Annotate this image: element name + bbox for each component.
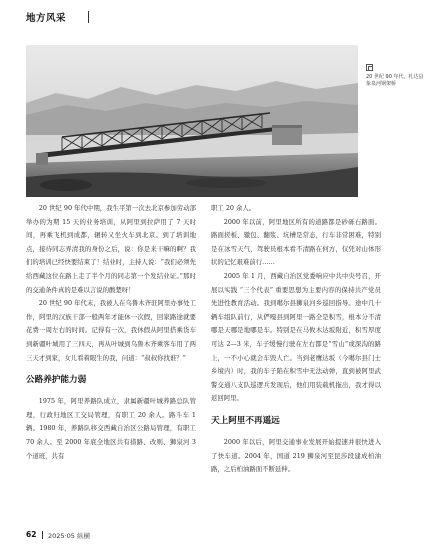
caption-text: 20 世纪 90 年代，札达县象泉河钢架桥 bbox=[366, 74, 424, 87]
page-number: 62 bbox=[26, 530, 37, 539]
right-column bbox=[211, 202, 381, 477]
header-divider bbox=[88, 11, 89, 23]
section-heading: 天上阿里不再遥远 bbox=[211, 415, 280, 426]
paragraph: 1975 年，阿里养路队成立，隶属新疆叶城养路总队管理，行政归地区工交局管理，有职工 20 余人。路斗车 1 辆。1980 年，养路队移交西藏自治区公路局管理，有职工 70 余人。至 2000 年底全地区共有措路、改则、狮泉河 3 个道班，共有 bbox=[26, 397, 196, 460]
paragraph: 20 世纪 90 年代末，我被人在乌鲁木齐驻阿里办事处工作，阿里的汉族干部一般两年才能休一次假，回家路途就要花费一周左右的时间。记得有一次，我休假从阿里搭乘货车到新疆叶城用了三四天，再从叶城到乌鲁木齐乘客车用了两三天才到家，女儿看着眼生的我，问道：“叔叔你找谁？” bbox=[26, 299, 196, 362]
photo-caption bbox=[366, 64, 424, 88]
paragraph: 2000 年以后，阿里交通事业发展开始提速并很快进入了快车道。2004 年，国道 219 狮泉河至昆莎段建成柏油路，之后柏油路面不断延伸。 bbox=[211, 437, 381, 474]
section-heading: 公路养护能力弱 bbox=[26, 375, 87, 386]
section-tag: 地方风采 bbox=[26, 13, 67, 24]
page-footer bbox=[26, 530, 406, 544]
left-column bbox=[26, 202, 196, 463]
page-header bbox=[26, 8, 416, 28]
bridge-photo bbox=[26, 45, 358, 197]
paragraph: 20 世纪 90 年代中期，我生平第一次去北京参加劳动部举办的为期 15 天的业务培训，从阿里到拉萨用了 7 天时间，再乘飞机到成都，辗转又坐火车到北京。到了培训地点，接待同志弄清我的身份之后，说：你是来干嘛的啊？我们的培训已经快要结束了！结业时，主持人说：“我们必须先给西藏这位在路上走了半个月的同志第一个发结业证。”那时的交通条件真的是难以言说的酸楚呀！ bbox=[26, 204, 196, 294]
paragraph: 职工 20 余人。 bbox=[211, 204, 256, 212]
paragraph: 2000 年以前，阿里地区所有的道路都是砂砾石路面。路面搓板、辙包、翻浆、坑槽是常态，行车非常困难，特别是在冰雪天气，驾驶员根本看不清路在何方，仅凭对山体形状的记忆艰难前行…… bbox=[211, 217, 381, 267]
image-caption-icon bbox=[366, 64, 373, 71]
issue-label: 2025·05 纵横 bbox=[48, 531, 90, 540]
bridge-photo-drawing bbox=[26, 45, 358, 197]
footer-divider bbox=[42, 531, 43, 539]
paragraph: 2005 年 1 月，西藏自治区党委响应中共中央号召，开展以实践 “三个代表” 重要思想为主要内容的保持共产党员先进性教育活动。我到噶尔县狮泉河乡巡回指导。途中几十辆车组队前行，从俨嘎县到阿里一路全是积雪，根本分不清哪是天哪是地哪是车。特别是在马攸木达坂附近，积雪厚度可达 2—3 米，车子缓慢行驶在左右都是“雪山”或深沟的路上，一不小心就会车毁人亡。当到老鹰达坂（今噶尔县门士乡境内）时，我的车子陷在积雪中无法动弹，直到被阿里武警交通八支队巡逻兵发现后，他们用装载机拖出，我才得以返回阿里。 bbox=[211, 271, 381, 403]
